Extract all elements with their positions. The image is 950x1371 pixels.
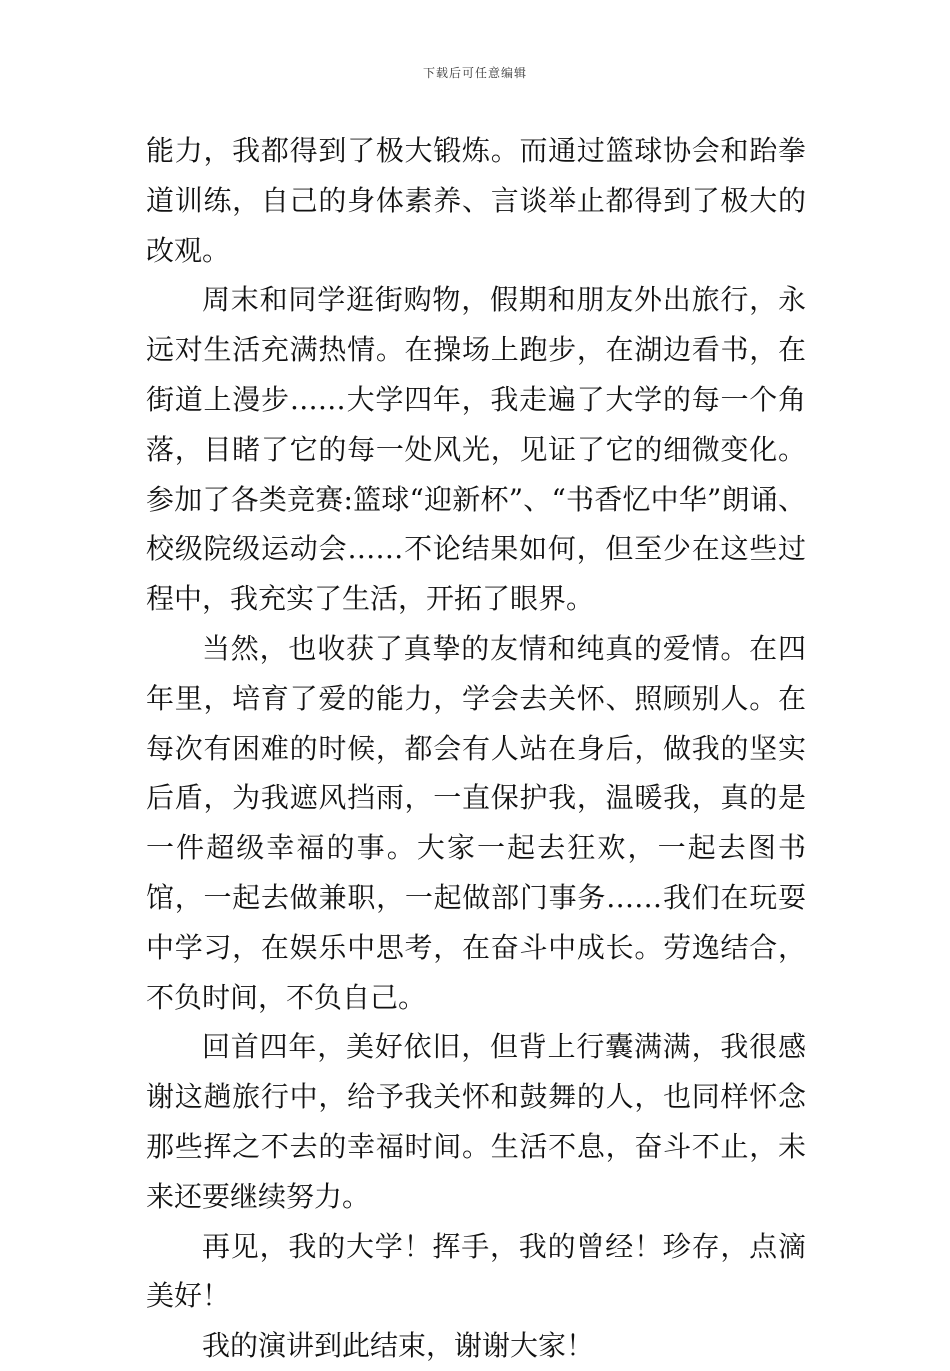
paragraph-2: 周末和同学逛街购物，假期和朋友外出旅行，永远对生活充满热情。在操场上跑步，在湖边看书，在街道上漫步……大学四年，我走遍了大学的每一个角落，目睹了它的每一处风光，见证了它的细微变化。参加了各类竞赛:篮球“迎新杯”、“书香忆中华”朗诵、校级院级运动会……不论结果如何，但至少在这些过程中，我充实了生活，开拓了眼界。 [146,283,806,616]
paragraph-4: 回首四年，美好依旧，但背上行囊满满，我很感谢这趟旅行中，给予我关怀和鼓舞的人，也同样怀念那些挥之不去的幸福时间。生活不息，奋斗不止，未来还要继续努力。 [146,1030,806,1213]
header-note: 下载后可任意编辑 [422,66,527,80]
document-body [146,126,806,1371]
paragraph-1: 能力，我都得到了极大锻炼。而通过篮球协会和跆拳道训练，自己的身体素养、言谈举止都得到了极大的改观。 [146,134,806,267]
paragraph-6: 我的演讲到此结束，谢谢大家！ [202,1329,595,1363]
paragraph-5: 再见，我的大学！挥手，我的曾经！珍存，点滴美好！ [146,1229,806,1313]
paragraph-3: 当然，也收获了真挚的友情和纯真的爱情。在四年里，培育了爱的能力，学会去关怀、照顾别人。在每次有困难的时候，都会有人站在身后，做我的坚实后盾，为我遮风挡雨，一直保护我，温暖我，真的是一件超级幸福的事。大家一起去狂欢，一起去图书馆，一起去做兼职，一起做部门事务……我们在玩耍中学习，在娱乐中思考，在奋斗中成长。劳逸结合，不负时间，不负自己。 [146,631,806,1014]
